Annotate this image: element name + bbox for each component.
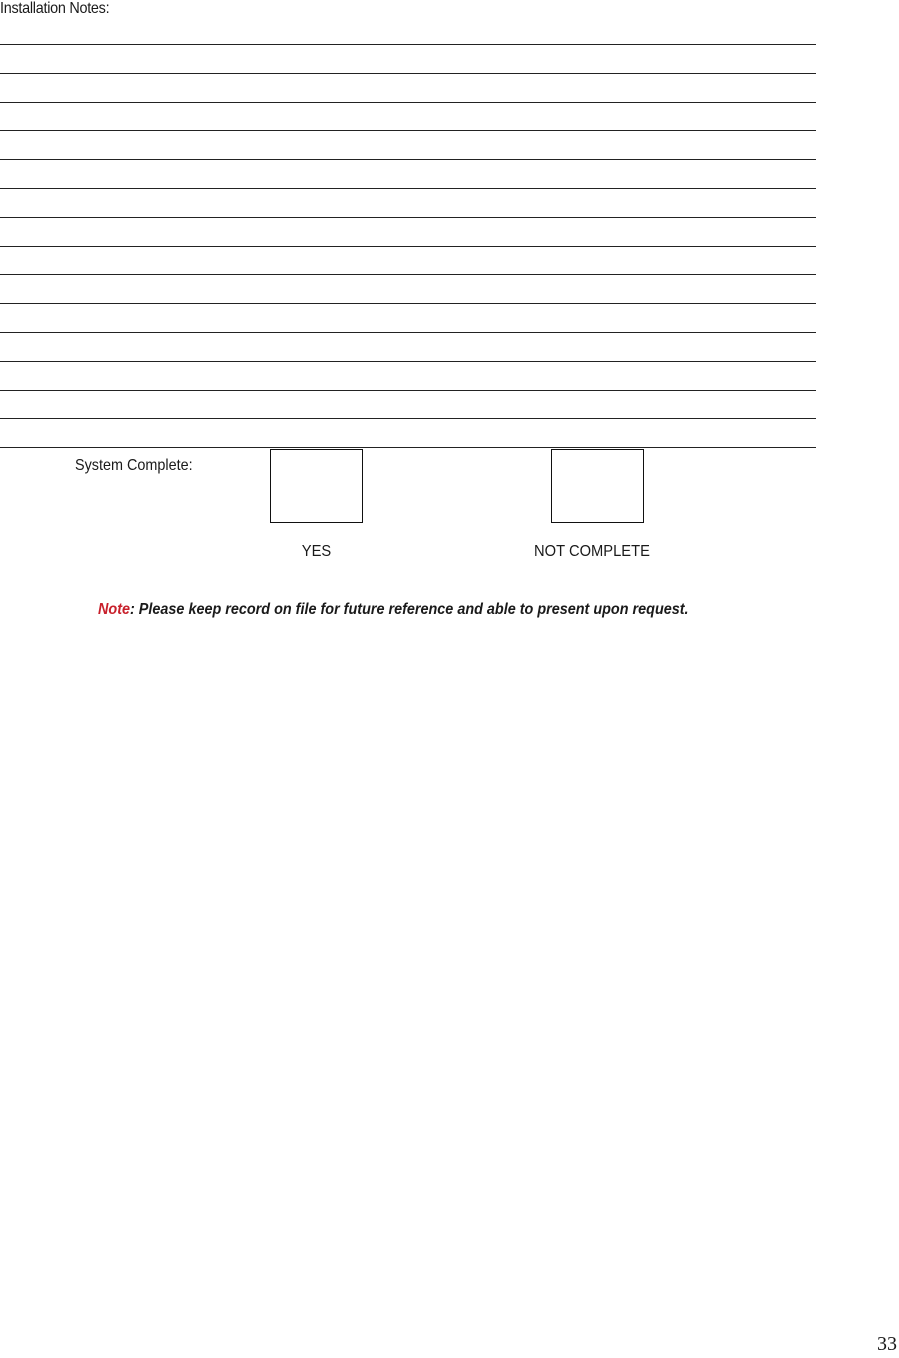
page-number: 33 xyxy=(877,1333,897,1355)
note-line[interactable] xyxy=(0,74,816,103)
note-body: : Please keep record on file for future reference and able to present upon request. xyxy=(130,601,689,618)
notes-lines[interactable] xyxy=(0,44,816,448)
note-line[interactable] xyxy=(0,160,816,189)
note-line[interactable] xyxy=(0,419,816,448)
note-line[interactable] xyxy=(0,333,816,362)
note-line[interactable] xyxy=(0,131,816,160)
note-line[interactable] xyxy=(0,218,816,247)
note-line[interactable] xyxy=(0,45,816,74)
not-complete-checkbox[interactable] xyxy=(551,449,644,523)
note-keyword: Note xyxy=(98,601,131,618)
note-line[interactable] xyxy=(0,362,816,391)
note-line[interactable] xyxy=(0,189,816,218)
note-line[interactable] xyxy=(0,247,816,276)
note-line[interactable] xyxy=(0,103,816,132)
yes-label: YES xyxy=(301,543,332,560)
note-line[interactable] xyxy=(0,391,816,420)
installation-notes-title: Installation Notes: xyxy=(0,0,110,17)
note-line[interactable] xyxy=(0,275,816,304)
yes-checkbox[interactable] xyxy=(270,449,363,523)
note-line[interactable] xyxy=(0,304,816,333)
system-complete-label: System Complete: xyxy=(75,457,193,474)
note-text xyxy=(98,601,689,619)
not-complete-label: NOT COMPLETE xyxy=(534,543,650,560)
